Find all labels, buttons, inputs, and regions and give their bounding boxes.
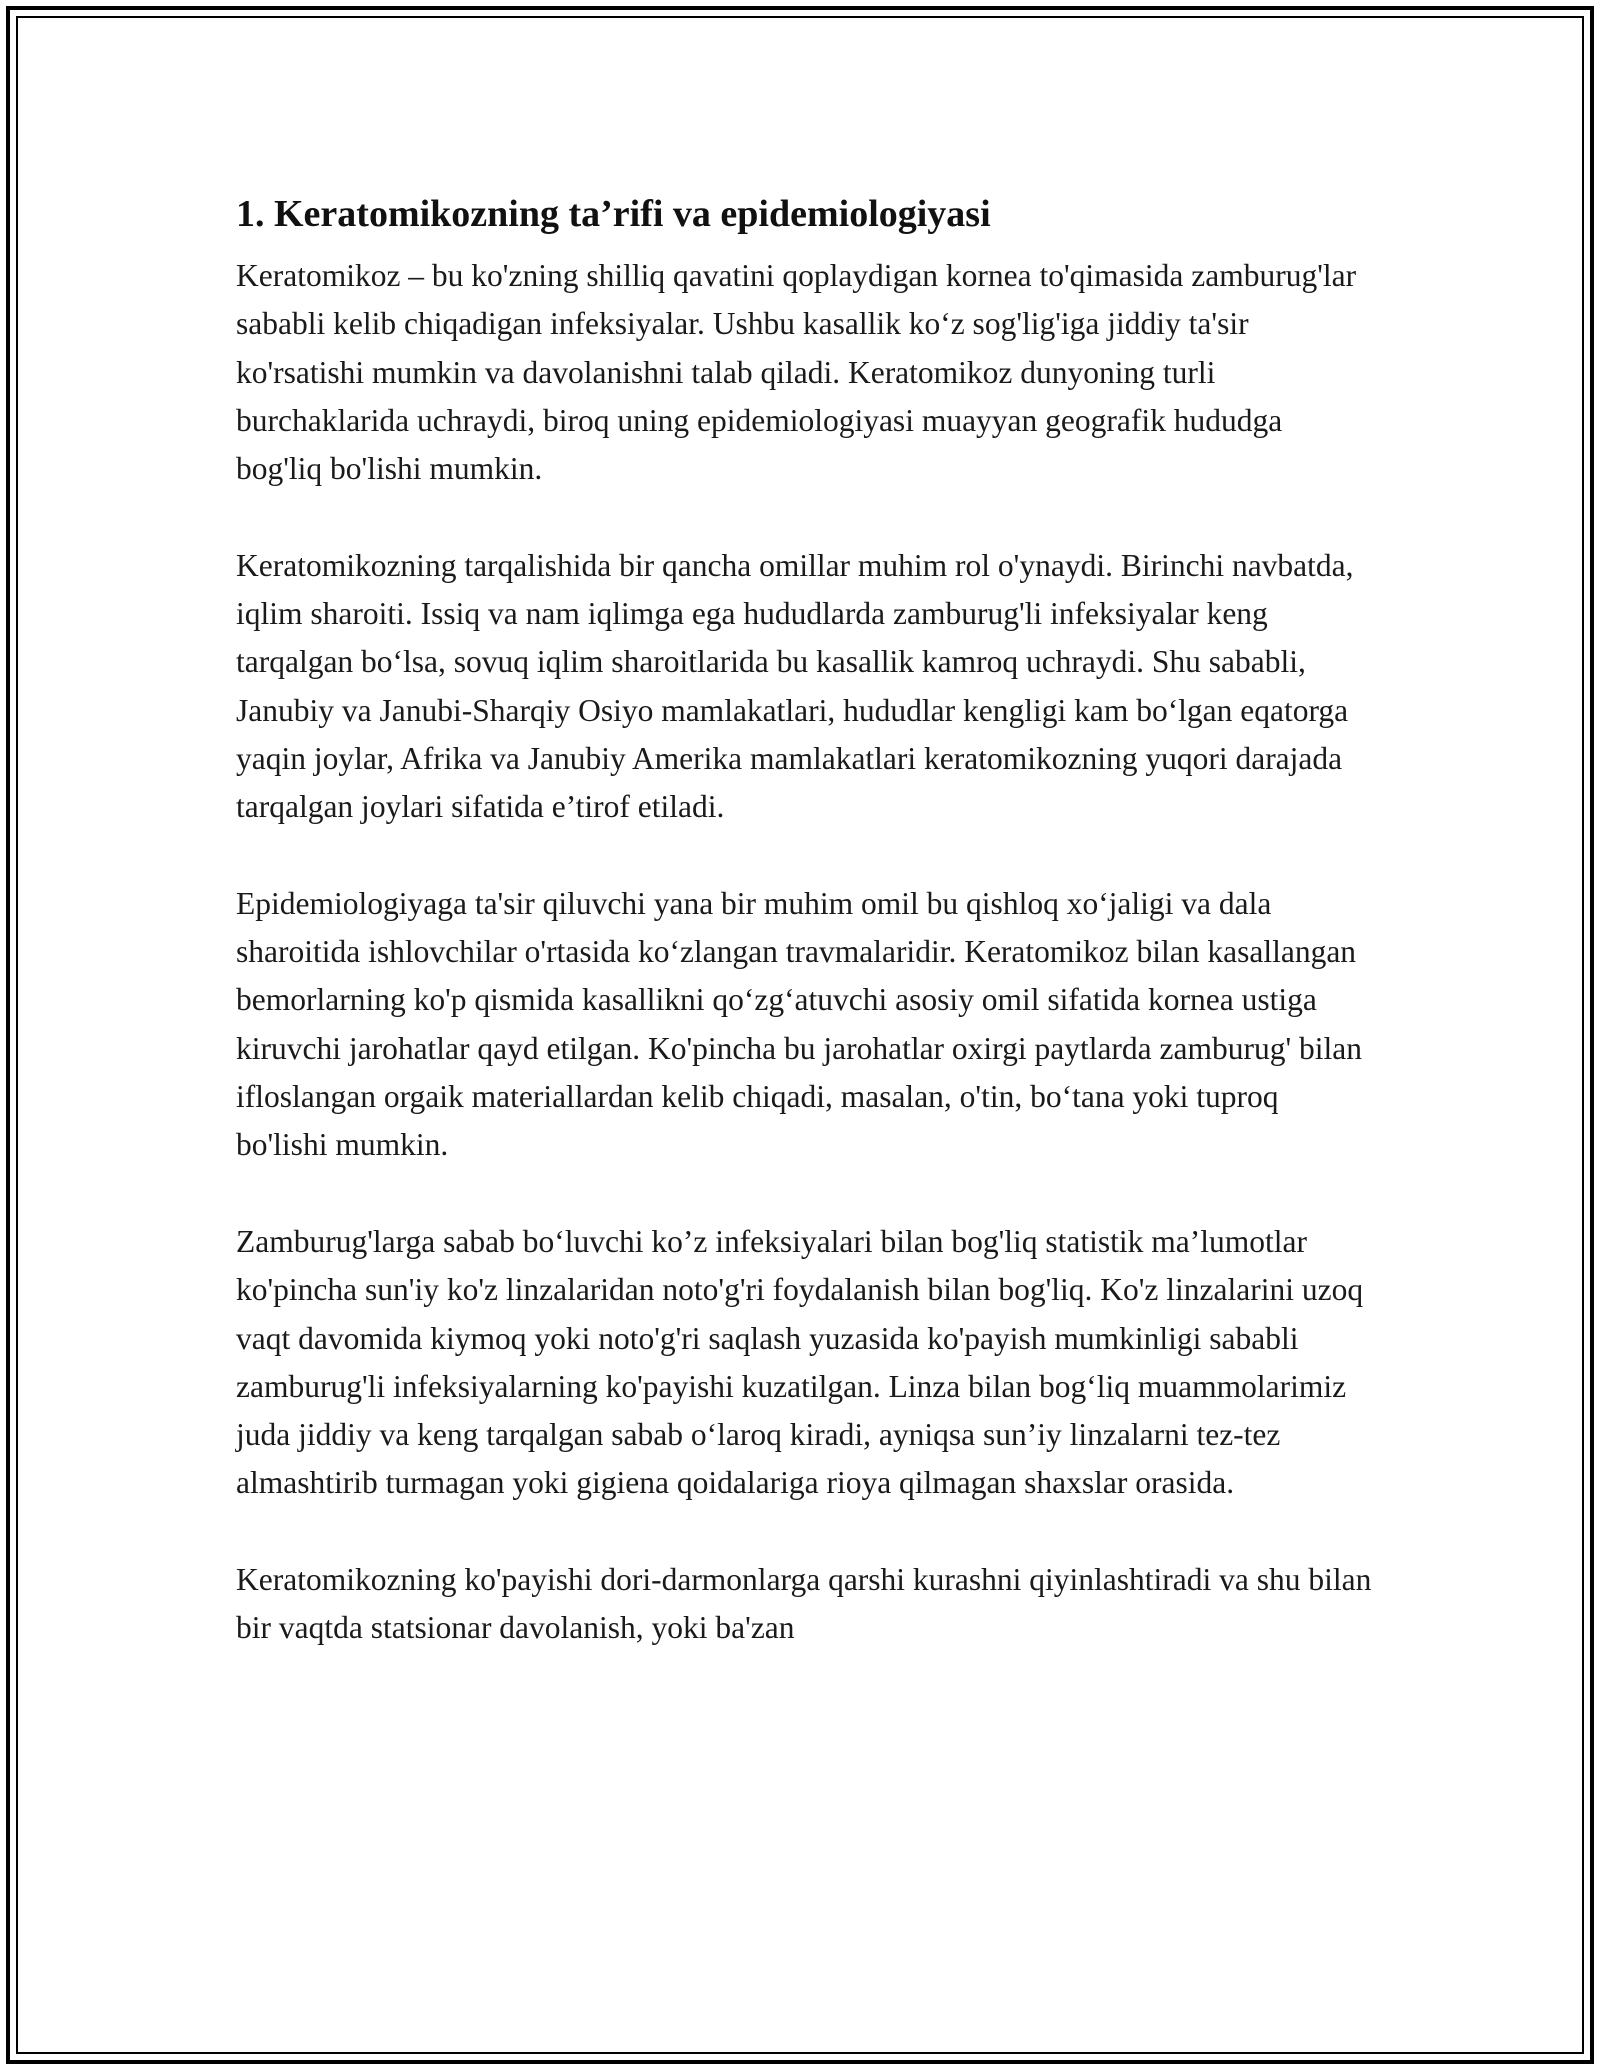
paragraph-climate-factors: Keratomikozning tarqalishida bir qancha omillar muhim rol o'ynaydi. Birinchi navbatda, iqlim sharoiti. Issiq va nam iqlimga ega hududlarda zamburug'li infeksiyalar keng tarqalgan bo‘lsa, sovuq iqlim sharoitlarida bu kasallik kamroq uchraydi. Shu sababli, Janubiy va Janubi-Sharqiy Osiyo mamlakatlari, hududlar kengligi kam bo‘lgan eqatorga yaqin joylar, Afrika va Janubiy Amerika mamlakatlari keratomikozning yuqori darajada tarqalgan joylari sifatida e’tirof etiladi.: [236, 547, 1354, 825]
paragraph-contact-lenses: Zamburug'larga sabab bo‘luvchi ko’z infeksiyalari bilan bog'liq statistik ma’lumotlar ko'pincha sun'iy ko'z linzalaridan noto'g'ri foydalanish bilan bog'liq. Ko'z linzalarini uzoq vaqt davomida kiymoq yoki noto'g'ri saqlash yuzasida ko'payish mumkinligi sababli zamburug'li infeksiyalarning ko'payishi kuzatilgan. Linza bilan bog‘liq muammolarimiz juda jiddiy va keng tarqalgan sabab o‘laroq kiradi, ayniqsa sun’iy linzalarni tez-tez almashtirib turmagan yoki gigiena qoidalariga rioya qilmagan shaxslar orasida.: [236, 1223, 1364, 1501]
paragraph-agricultural-trauma: Epidemiologiyaga ta'sir qiluvchi yana bir muhim omil bu qishloq xo‘jaligi va dala sharoitida ishlovchilar o'rtasida ko‘zlangan travmalaridir. Keratomikoz bilan kasallangan bemorlarning ko'p qismida kasallikni qo‘zg‘atuvchi asosiy omil sifatida kornea ustiga kiruvchi jarohatlar qayd etilgan. Ko'pincha bu jarohatlar oxirgi paytlarda zamburug' bilan ifloslangan orgaik materiallardan kelib chiqadi, masalan, o'tin, bo‘tana yoki tuproq bo'lishi mumkin.: [236, 885, 1363, 1163]
section-heading: 1. Keratomikozning ta’rifi va epidemiologiyasi: [236, 193, 991, 235]
paragraph-treatment: Keratomikozning ko'payishi dori-darmonlarga qarshi kurashni qiyinlashtiradi va shu bilan bir vaqtda statsionar davolanish, yoki ba'zan: [236, 1562, 1372, 1646]
paragraph-definition: Keratomikoz – bu ko'zning shilliq qavatini qoplaydigan kornea to'qimasida zamburug'lar sababli kelib chiqadigan infeksiyalar. Ushbu kasallik ko‘z sog'lig'iga jiddiy ta'sir ko'rsatishi mumkin va davolanishni talab qiladi. Keratomikoz dunyoning turli burchaklarida uchraydi, biroq uning epidemiologiyasi muayyan geografik hududga bog'liq bo'lishi mumkin.: [236, 258, 1357, 487]
document-body: [236, 186, 1376, 1701]
